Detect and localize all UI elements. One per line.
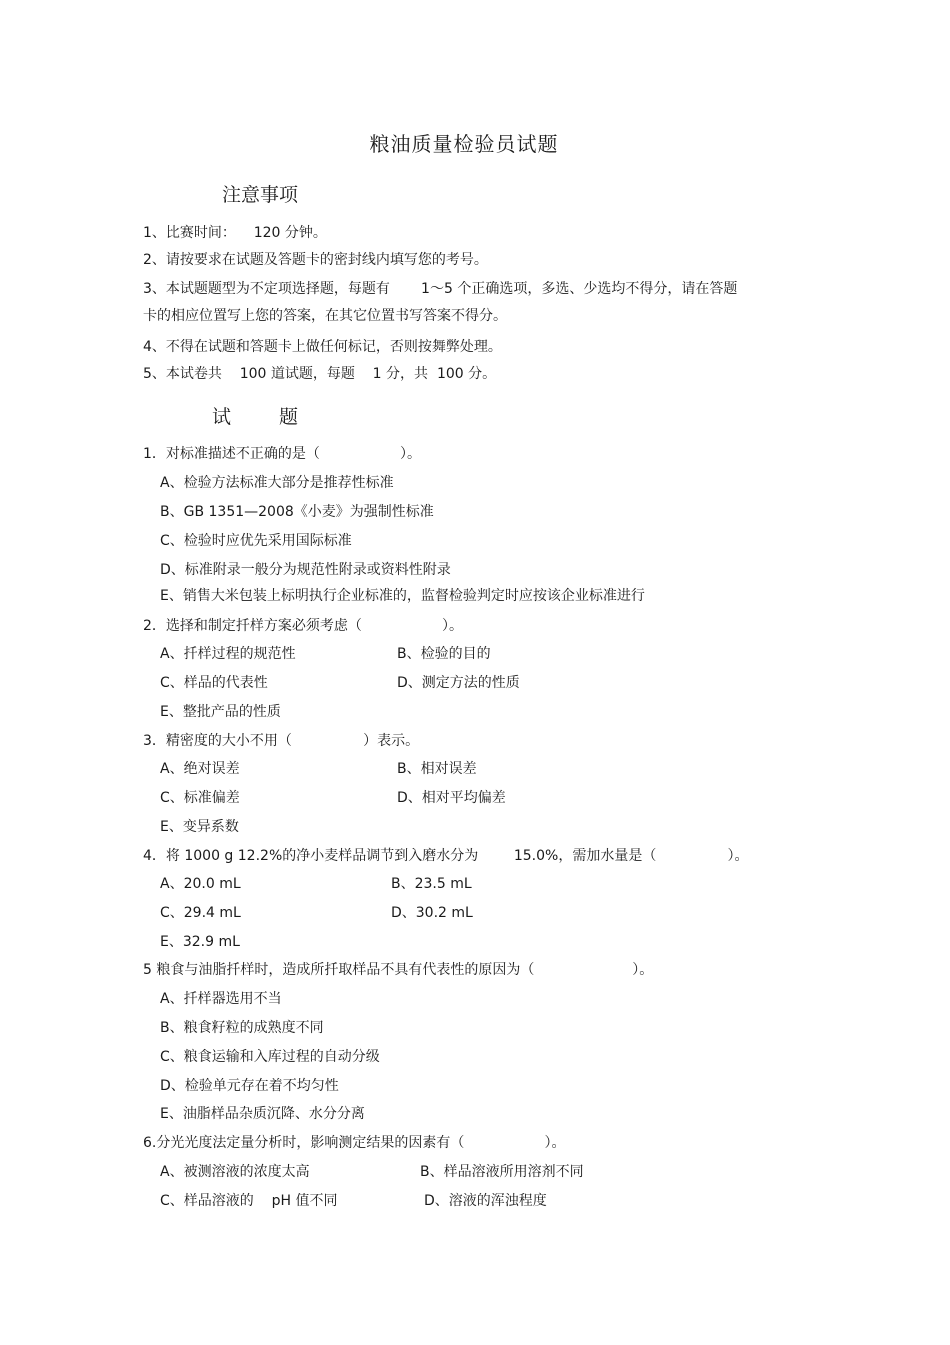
question-option: D、测定方法的性质 [397, 675, 520, 691]
questions-heading: 试 题 [212, 406, 299, 428]
question-option: E、变异系数 [160, 819, 239, 835]
question-option: B、检验的目的 [397, 646, 491, 662]
question-option: C、样品溶液的 pH 值不同 [160, 1193, 338, 1209]
question-option: E、油脂样品杂质沉降、水分分离 [160, 1106, 365, 1122]
notice-item: 4、不得在试题和答题卡上做任何标记，否则按舞弊处理。 [143, 339, 502, 355]
question-option: C、29.4 mL [160, 905, 241, 921]
question-stem: 6.分光光度法定量分析时，影响测定结果的因素有（ ）。 [143, 1135, 566, 1151]
notice-item: 5、本试卷共 100 道试题，每题 1 分，共 100 分。 [143, 366, 497, 382]
question-option: D、标准附录一般分为规范性附录或资料性附录 [160, 562, 451, 578]
question-option: A、被测溶液的浓度太高 [160, 1164, 310, 1180]
question-option: E、销售大米包装上标明执行企业标准的，监督检验判定时应按该企业标准进行 [160, 588, 645, 604]
question-option: A、绝对误差 [160, 761, 240, 777]
question-option: C、粮食运输和入库过程的自动分级 [160, 1049, 380, 1065]
question-option: C、样品的代表性 [160, 675, 268, 691]
page-title: 粮油质量检验员试题 [369, 132, 559, 156]
question-option: D、相对平均偏差 [397, 790, 506, 806]
notice-heading: 注意事项 [222, 184, 299, 206]
question-stem: 2．选择和制定扦样方案必须考虑（ ）。 [143, 618, 464, 634]
question-option: C、检验时应优先采用国际标准 [160, 533, 352, 549]
notice-item: 1、比赛时间： 120 分钟。 [143, 225, 327, 241]
question-stem: 3．精密度的大小不用（ ）表示。 [143, 733, 420, 749]
question-option: B、23.5 mL [391, 876, 472, 892]
question-option: B、样品溶液所用溶剂不同 [420, 1164, 584, 1180]
question-option: A、扦样过程的规范性 [160, 646, 296, 662]
question-option: D、检验单元存在着不均匀性 [160, 1078, 339, 1094]
question-option: C、标准偏差 [160, 790, 240, 806]
question-option: D、30.2 mL [391, 905, 473, 921]
question-option: A、扦样器选用不当 [160, 991, 282, 1007]
question-option: A、20.0 mL [160, 876, 241, 892]
question-option: B、GB 1351—2008《小麦》为强制性标准 [160, 504, 434, 520]
question-stem: 4．将 1000 g 12.2%的净小麦样品调节到入磨水分为 15.0%，需加水量是（ ）。 [143, 848, 749, 864]
question-option: B、粮食籽粒的成熟度不同 [160, 1020, 324, 1036]
question-stem: 1．对标准描述不正确的是（ ）。 [143, 446, 422, 462]
question-stem: 5 粮食与油脂扦样时，造成所扦取样品不具有代表性的原因为（ ）。 [143, 962, 654, 978]
question-option: D、溶液的浑浊程度 [424, 1193, 547, 1209]
notice-item: 2、请按要求在试题及答题卡的密封线内填写您的考号。 [143, 252, 488, 268]
question-option: A、检验方法标准大部分是推荐性标准 [160, 475, 394, 491]
notice-item: 卡的相应位置写上您的答案，在其它位置书写答案不得分。 [143, 308, 507, 324]
notice-item: 3、本试题题型为不定项选择题，每题有 1～5 个正确选项，多选、少选均不得分，请在答题 [143, 281, 738, 297]
question-option: E、32.9 mL [160, 934, 240, 950]
question-option: E、整批产品的性质 [160, 704, 281, 720]
question-option: B、相对误差 [397, 761, 477, 777]
